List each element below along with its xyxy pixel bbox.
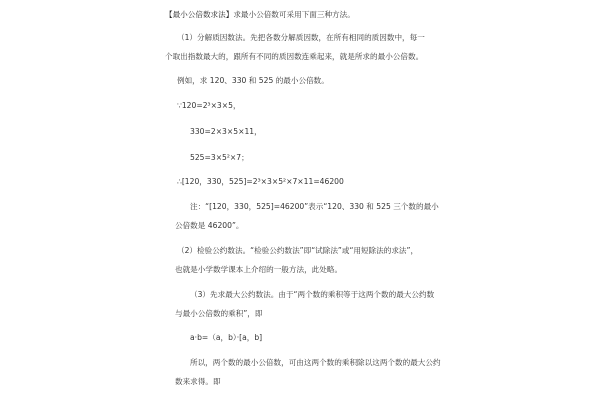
title-text: 求最小公倍数可采用下面三种方法。: [233, 10, 355, 19]
paragraph-line: 与最小公倍数的乘积”，即: [175, 309, 263, 318]
paragraph-line: （2）检验公约数法。“检验公约数法”即“试除法”或“用短除法的求法”，: [177, 246, 419, 255]
paragraph-line: 525=3×5²×7；: [190, 153, 249, 162]
paragraph-line: ∴[120，330，525]=2³×3×5²×7×11=46200: [177, 177, 344, 186]
paragraph-line: 数来求得。即: [175, 377, 221, 386]
paragraph-line: 所以，两个数的最小公倍数，可由这两个数的乘积除以这两个数的最大公约: [190, 358, 441, 367]
paragraph-line: ∵120=2³×3×5，: [177, 101, 241, 110]
paragraph-line: （3）先求最大公约数法。由于“两个数的乘积等于这两个数的最大公约数: [190, 290, 435, 299]
paragraph-line: 也就是小学数学课本上介绍的一般方法，此处略。: [175, 265, 343, 274]
paragraph-line: 注：“[120，330，525]=46200”表示“120、330 和 525 三个数的最小: [190, 202, 439, 211]
section-title: [165, 10, 355, 20]
paragraph-line: a·b=（a，b）·[a，b]: [190, 333, 263, 342]
paragraph-line: 公倍数是 46200”。: [175, 221, 244, 230]
paragraph-line: （1）分解质因数法。先把各数分解质因数，在所有相同的质因数中，每一: [177, 33, 425, 42]
paragraph-line: 例如，求 120、330 和 525 的最小公倍数。: [177, 76, 329, 85]
title-bracket: 【最小公倍数求法】: [165, 10, 234, 19]
paragraph-line: 个取出指数最大的，跟所有不同的质因数连乘起来，就是所求的最小公倍数。: [165, 52, 424, 61]
paragraph-line: 330=2×3×5×11，: [190, 127, 262, 136]
